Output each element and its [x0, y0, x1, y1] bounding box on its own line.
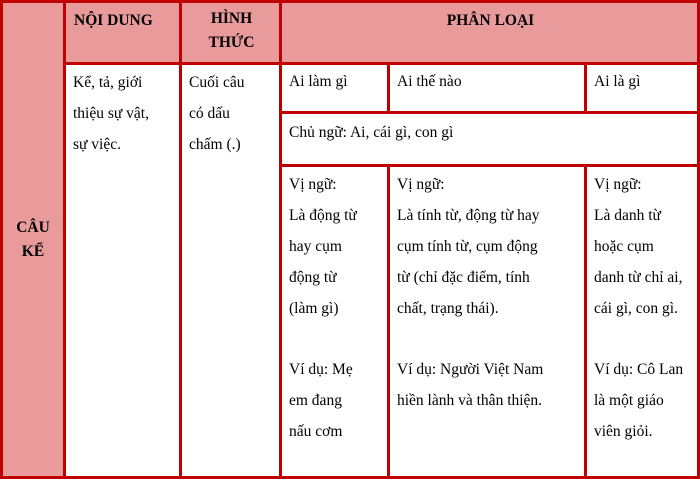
type-ai-the-nao: Ai thế nào: [390, 65, 584, 111]
vi-ngu-line: danh từ chỉ ai,: [594, 269, 683, 286]
vi-ngu-the-nao-cell: [390, 167, 584, 476]
example-line: em đang: [289, 392, 342, 409]
vi-ngu-line: Là tính từ, động từ hay: [397, 207, 540, 224]
vi-ngu-line: động từ: [289, 269, 337, 286]
vi-ngu-label: Vị ngữ:: [289, 176, 337, 193]
example-line: Ví dụ: Cô Lan: [594, 361, 684, 378]
vi-ngu-line: cụm tính từ, cụm động: [397, 238, 538, 255]
header-hinh-thuc-line2: THỨC: [208, 34, 255, 51]
side-label-line2: KỂ: [21, 242, 45, 260]
header-noi-dung: NỘI DUNG: [66, 3, 179, 62]
noi-dung-line2: thiệu sự vật,: [73, 105, 149, 122]
vi-ngu-label: Vị ngữ:: [594, 176, 642, 193]
hinh-thuc-cell: [182, 65, 279, 476]
example-line: Ví dụ: Người Việt Nam: [397, 361, 544, 378]
example-line: hiền lành và thân thiện.: [397, 392, 543, 409]
header-phan-loai: PHÂN LOẠI: [282, 3, 697, 62]
vi-ngu-line: (làm gì): [289, 300, 339, 317]
example-line: Ví dụ: Mẹ: [289, 361, 353, 378]
hinh-thuc-line3: chấm (.): [189, 136, 241, 153]
noi-dung-cell: [66, 65, 179, 476]
header-hinh-thuc: [182, 3, 279, 62]
side-label-cau-ke: [3, 3, 63, 476]
noi-dung-line3: sự việc.: [73, 136, 121, 153]
vi-ngu-line: hoặc cụm: [594, 238, 654, 255]
vi-ngu-line: Là danh từ: [594, 207, 661, 224]
example-line: là một giáo: [594, 392, 664, 409]
side-label-line1: CÂU: [16, 218, 50, 236]
vi-ngu-la-gi-cell: [587, 167, 697, 476]
hinh-thuc-line2: có dấu: [189, 105, 230, 122]
vi-ngu-label: Vị ngữ:: [397, 176, 445, 193]
example-line: viên giỏi.: [594, 423, 653, 440]
hinh-thuc-line1: Cuối câu: [189, 74, 245, 91]
example-line: nấu cơm: [289, 423, 343, 440]
header-hinh-thuc-line1: HÌNH: [210, 10, 253, 27]
vi-ngu-line: từ (chỉ đặc điểm, tính: [397, 269, 530, 286]
type-ai-lam-gi: Ai làm gì: [282, 65, 387, 111]
vi-ngu-line: hay cụm: [289, 238, 342, 255]
vi-ngu-line: chất, trạng thái).: [397, 300, 499, 317]
vi-ngu-line: cái gì, con gì.: [594, 300, 678, 317]
vi-ngu-line: Là động từ: [289, 207, 357, 224]
type-ai-la-gi: Ai là gì: [587, 65, 697, 111]
chu-ngu-cell: Chủ ngữ: Ai, cái gì, con gì: [282, 114, 697, 164]
vi-ngu-lam-gi-cell: [282, 167, 387, 476]
noi-dung-line1: Kể, tả, giới: [73, 74, 143, 91]
